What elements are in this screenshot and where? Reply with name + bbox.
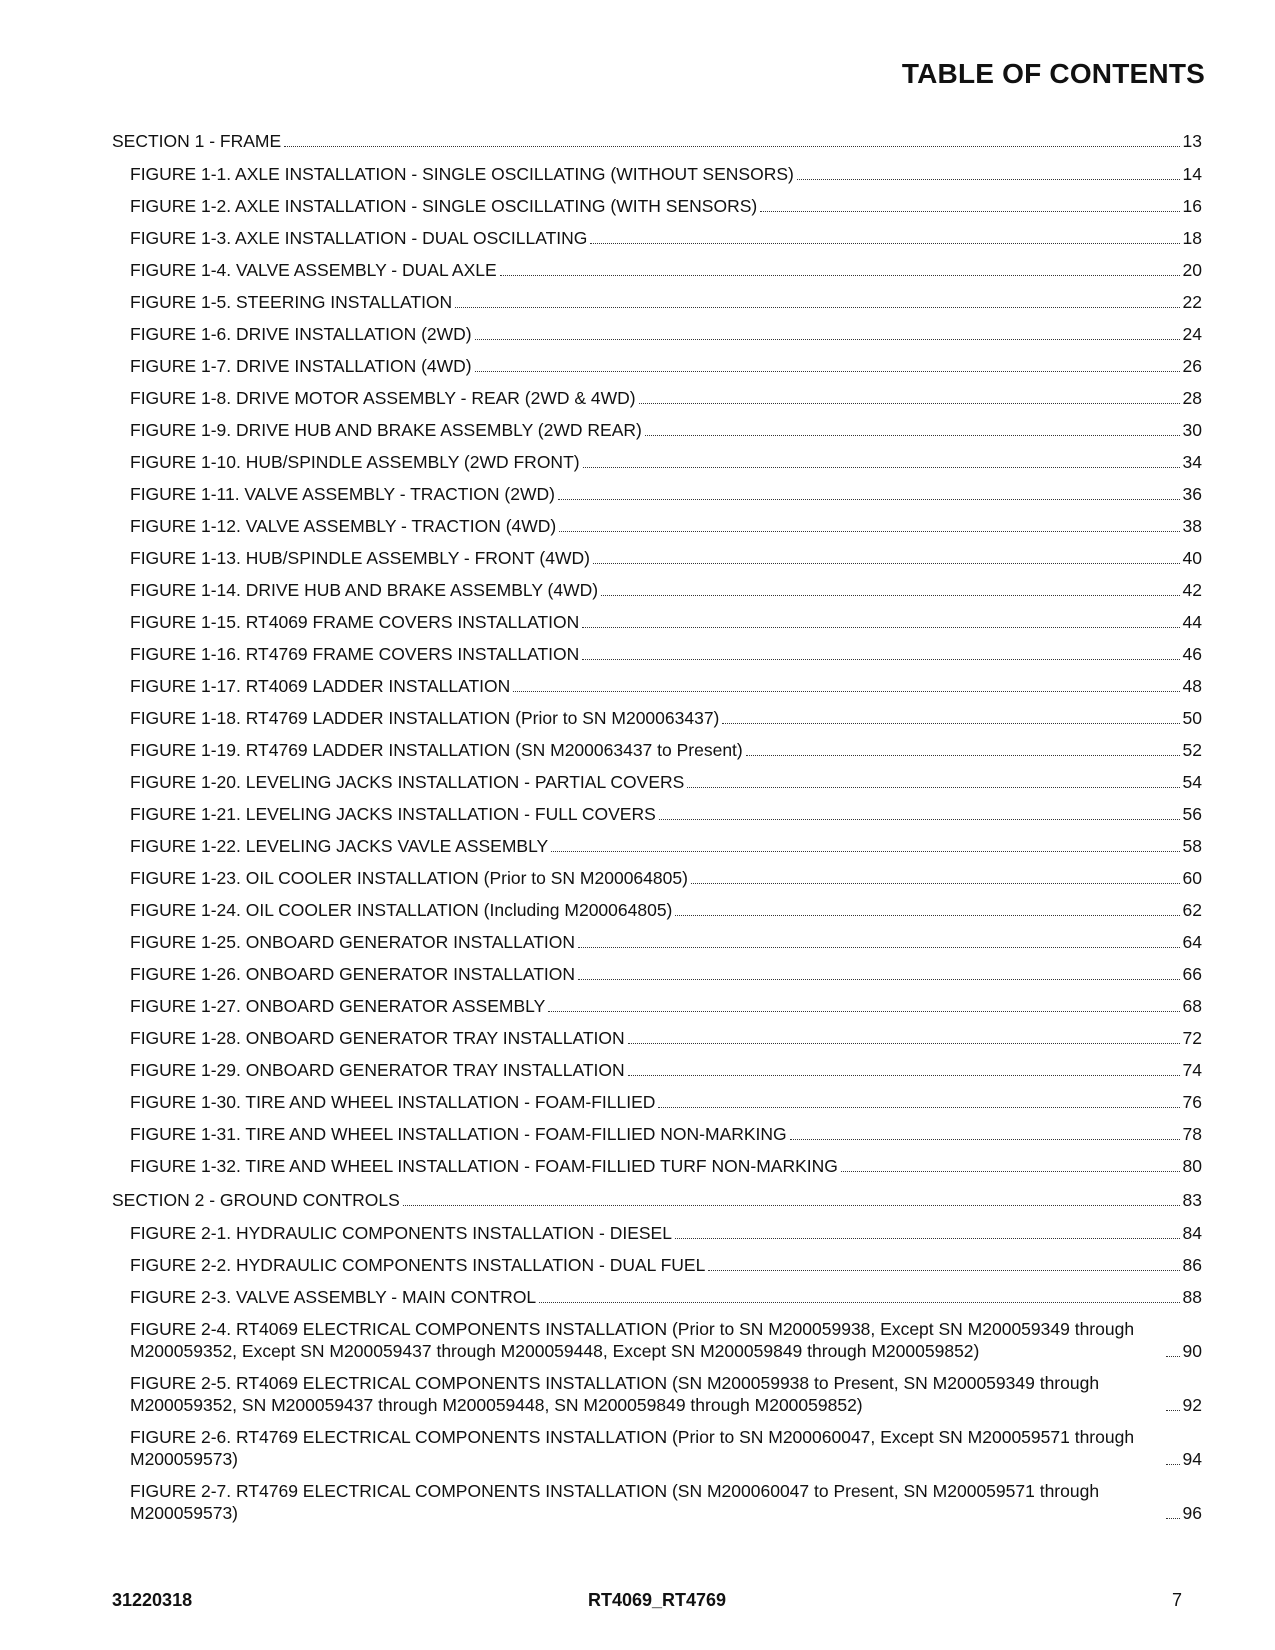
toc-figure-entry[interactable] <box>112 483 1202 505</box>
toc-entry-page: 36 <box>1182 484 1202 504</box>
toc-figure-entry[interactable] <box>112 323 1202 345</box>
toc-entry-title: SECTION 1 - FRAME <box>112 131 282 151</box>
toc-entry-page: 78 <box>1182 1124 1202 1144</box>
toc-dot-leader <box>558 499 1180 500</box>
toc-dot-leader <box>500 275 1180 276</box>
toc-figure-entry[interactable] <box>112 259 1202 281</box>
toc-entry-page: 86 <box>1182 1255 1202 1275</box>
toc-dot-leader <box>659 819 1180 820</box>
toc-entry-title: FIGURE 1-6. DRIVE INSTALLATION (2WD) <box>130 324 472 344</box>
toc-entry-page: 60 <box>1182 868 1202 888</box>
toc-entry-title: FIGURE 2-6. RT4769 ELECTRICAL COMPONENTS INSTALLATION (Prior to SN M200060047, Except SN M200059571 through M200059573) <box>130 1427 1135 1469</box>
toc-dot-leader <box>687 787 1179 788</box>
toc-entry-title: FIGURE 1-10. HUB/SPINDLE ASSEMBLY (2WD FRONT) <box>130 452 580 472</box>
toc-entry-page: 28 <box>1182 388 1202 408</box>
toc-dot-leader <box>559 531 1179 532</box>
toc-entry-title: FIGURE 1-28. ONBOARD GENERATOR TRAY INSTALLATION <box>130 1028 625 1048</box>
toc-dot-leader <box>601 595 1179 596</box>
toc-dot-leader <box>548 1011 1179 1012</box>
toc-figure-entry[interactable] <box>112 579 1202 601</box>
toc-entry-page: 38 <box>1182 516 1202 536</box>
toc-entry-title: FIGURE 2-4. RT4069 ELECTRICAL COMPONENTS INSTALLATION (Prior to SN M200059938, Except SN M200059349 through M200059352, Except SN M200059437 through M200059448, Except SN M200059849 through M200059852) <box>130 1319 1135 1361</box>
toc-figure-entry[interactable] <box>112 995 1202 1017</box>
toc-entry-page: 26 <box>1182 356 1202 376</box>
toc-dot-leader <box>590 243 1179 244</box>
toc-dot-leader <box>841 1171 1180 1172</box>
toc-entry-page: 80 <box>1182 1156 1202 1176</box>
toc-figure-entry[interactable] <box>112 387 1202 409</box>
toc-dot-leader <box>551 851 1179 852</box>
toc-figure-entry[interactable] <box>112 899 1202 921</box>
toc-entry-title: SECTION 2 - GROUND CONTROLS <box>112 1190 400 1210</box>
toc-dot-leader <box>582 659 1179 660</box>
toc-figure-entry[interactable] <box>112 163 1202 185</box>
toc-entry-page: 92 <box>1182 1395 1202 1415</box>
toc-entry-page: 48 <box>1182 676 1202 696</box>
toc-entry-title: FIGURE 1-24. OIL COOLER INSTALLATION (Including M200064805) <box>130 900 673 920</box>
footer-page-number: 7 <box>1171 1590 1182 1610</box>
toc-entry-page: 68 <box>1182 996 1202 1016</box>
toc-dot-leader <box>746 755 1180 756</box>
toc-entry-title: FIGURE 1-2. AXLE INSTALLATION - SINGLE OSCILLATING (WITH SENSORS) <box>130 196 758 216</box>
toc-entry-title: FIGURE 1-11. VALVE ASSEMBLY - TRACTION (2WD) <box>130 484 555 504</box>
toc-entry-page: 30 <box>1182 420 1202 440</box>
toc-entry-title: FIGURE 1-5. STEERING INSTALLATION <box>130 292 453 312</box>
toc-entry-page: 96 <box>1182 1503 1202 1523</box>
toc-figure-entry[interactable] <box>112 451 1202 473</box>
toc-entry-title: FIGURE 1-8. DRIVE MOTOR ASSEMBLY - REAR (2WD & 4WD) <box>130 388 636 408</box>
toc-entry-title: FIGURE 1-30. TIRE AND WHEEL INSTALLATION - FOAM-FILLIED <box>130 1092 656 1112</box>
toc-entry-title: FIGURE 1-13. HUB/SPINDLE ASSEMBLY - FRONT (4WD) <box>130 548 590 568</box>
toc-figure-entry[interactable] <box>112 707 1202 729</box>
toc-entry-page: 90 <box>1182 1341 1202 1361</box>
toc-entry-title: FIGURE 1-27. ONBOARD GENERATOR ASSEMBLY <box>130 996 546 1016</box>
toc-dot-leader <box>628 1043 1180 1044</box>
toc-entry-page: 44 <box>1182 612 1202 632</box>
toc-entry-page: 83 <box>1182 1190 1202 1210</box>
toc-entry-title: FIGURE 1-25. ONBOARD GENERATOR INSTALLATION <box>130 932 576 952</box>
footer-doc-number: 31220318 <box>112 1590 193 1610</box>
toc-entry-title: FIGURE 1-31. TIRE AND WHEEL INSTALLATION - FOAM-FILLIED NON-MARKING <box>130 1124 787 1144</box>
toc-dot-leader <box>797 179 1180 180</box>
toc-entry-title: FIGURE 1-4. VALVE ASSEMBLY - DUAL AXLE <box>130 260 497 280</box>
toc-figure-entry[interactable] <box>112 803 1202 825</box>
toc-entry-title: FIGURE 1-15. RT4069 FRAME COVERS INSTALLATION <box>130 612 580 632</box>
toc-figure-entry[interactable] <box>112 1426 1202 1470</box>
toc-entry-page: 88 <box>1182 1287 1202 1307</box>
toc-entry-title: FIGURE 1-32. TIRE AND WHEEL INSTALLATION - FOAM-FILLIED TURF NON-MARKING <box>130 1156 838 1176</box>
toc-figure-entry[interactable] <box>112 1027 1202 1049</box>
toc-entry-title: FIGURE 2-7. RT4769 ELECTRICAL COMPONENTS INSTALLATION (SN M200060047 to Present, SN M200059571 through M200059573) <box>130 1481 1100 1523</box>
toc-figure-entry[interactable] <box>112 227 1202 249</box>
toc-dot-leader <box>403 1205 1180 1206</box>
toc-entry-page: 14 <box>1182 164 1202 184</box>
toc-entry-title: FIGURE 1-29. ONBOARD GENERATOR TRAY INSTALLATION <box>130 1060 625 1080</box>
toc-entry-page: 62 <box>1182 900 1202 920</box>
toc-figure-entry[interactable] <box>112 867 1202 889</box>
toc-entry-title: FIGURE 1-19. RT4769 LADDER INSTALLATION (SN M200063437 to Present) <box>130 740 743 760</box>
toc-dot-leader <box>760 211 1179 212</box>
page-footer <box>112 1590 1202 1614</box>
toc-entry-page: 46 <box>1182 644 1202 664</box>
toc-figure-entry[interactable] <box>112 1091 1202 1113</box>
toc-entry-page: 94 <box>1182 1449 1202 1469</box>
toc-entry-page: 58 <box>1182 836 1202 856</box>
toc-dot-leader <box>1166 1356 1180 1357</box>
toc-entry-title: FIGURE 2-5. RT4069 ELECTRICAL COMPONENTS INSTALLATION (SN M200059938 to Present, SN M200059349 through M200059352, SN M200059437 through M200059448, SN M200059849 through M200059852) <box>130 1373 1100 1415</box>
toc-figure-entry[interactable] <box>112 771 1202 793</box>
toc-dot-leader <box>675 1238 1180 1239</box>
toc-entry-page: 54 <box>1182 772 1202 792</box>
toc-entry-title: FIGURE 2-2. HYDRAULIC COMPONENTS INSTALLATION - DUAL FUEL <box>130 1255 706 1275</box>
toc-entry-page: 84 <box>1182 1223 1202 1243</box>
toc-entry-page: 13 <box>1182 131 1202 151</box>
toc-dot-leader <box>593 563 1180 564</box>
toc-entry-page: 56 <box>1182 804 1202 824</box>
toc-dot-leader <box>475 339 1180 340</box>
toc-dot-leader <box>475 371 1180 372</box>
toc-entry-title: FIGURE 1-26. ONBOARD GENERATOR INSTALLATION <box>130 964 576 984</box>
footer-model: RT4069_RT4769 <box>587 1590 727 1610</box>
toc-figure-entry[interactable] <box>112 1155 1202 1177</box>
toc-figure-entry[interactable] <box>112 963 1202 985</box>
toc-entry-page: 34 <box>1182 452 1202 472</box>
toc-entry-title: FIGURE 1-12. VALVE ASSEMBLY - TRACTION (4WD) <box>130 516 557 536</box>
toc-figure-entry[interactable] <box>112 419 1202 441</box>
toc-entry-title: FIGURE 1-22. LEVELING JACKS VAVLE ASSEMBLY <box>130 836 549 856</box>
toc-figure-entry[interactable] <box>112 1318 1202 1362</box>
toc-entry-title: FIGURE 1-20. LEVELING JACKS INSTALLATION - PARTIAL COVERS <box>130 772 685 792</box>
toc-figure-entry[interactable] <box>112 195 1202 217</box>
toc-dot-leader <box>628 1075 1180 1076</box>
toc-dot-leader <box>639 403 1180 404</box>
toc-entry-page: 74 <box>1182 1060 1202 1080</box>
toc-dot-leader <box>722 723 1179 724</box>
toc-entry-title: FIGURE 1-3. AXLE INSTALLATION - DUAL OSCILLATING <box>130 228 588 248</box>
toc-figure-entry[interactable] <box>112 739 1202 761</box>
toc-dot-leader <box>578 979 1179 980</box>
toc-entry-page: 16 <box>1182 196 1202 216</box>
toc-entry-title: FIGURE 1-21. LEVELING JACKS INSTALLATION - FULL COVERS <box>130 804 656 824</box>
toc-dot-leader <box>790 1139 1180 1140</box>
toc-dot-leader <box>658 1107 1179 1108</box>
toc-entry-page: 72 <box>1182 1028 1202 1048</box>
toc-dot-leader <box>583 467 1180 468</box>
toc-entry-title: FIGURE 1-18. RT4769 LADDER INSTALLATION (Prior to SN M200063437) <box>130 708 720 728</box>
toc-entry-title: FIGURE 1-14. DRIVE HUB AND BRAKE ASSEMBLY (4WD) <box>130 580 599 600</box>
toc-figure-entry[interactable] <box>112 1123 1202 1145</box>
toc-figure-entry[interactable] <box>112 1222 1202 1244</box>
toc-figure-entry[interactable] <box>112 643 1202 665</box>
toc-section-entry[interactable] <box>112 1189 1202 1211</box>
toc-entry-page: 64 <box>1182 932 1202 952</box>
toc-entry-title: FIGURE 1-16. RT4769 FRAME COVERS INSTALLATION <box>130 644 580 664</box>
toc-figure-entry[interactable] <box>112 1254 1202 1276</box>
toc-entry-title: FIGURE 1-1. AXLE INSTALLATION - SINGLE OSCILLATING (WITHOUT SENSORS) <box>130 164 794 184</box>
toc-dot-leader <box>645 435 1180 436</box>
toc-entry-page: 76 <box>1182 1092 1202 1112</box>
toc-dot-leader <box>539 1302 1179 1303</box>
toc-entry-title: FIGURE 1-9. DRIVE HUB AND BRAKE ASSEMBLY (2WD REAR) <box>130 420 642 440</box>
toc-figure-entry[interactable] <box>112 1480 1202 1524</box>
toc-figure-entry[interactable] <box>112 1286 1202 1308</box>
toc-dot-leader <box>455 307 1179 308</box>
toc-dot-leader <box>691 883 1180 884</box>
toc-figure-entry[interactable] <box>112 355 1202 377</box>
toc-figure-entry[interactable] <box>112 931 1202 953</box>
page-title: TABLE OF CONTENTS <box>901 58 1205 89</box>
toc-figure-entry[interactable] <box>112 835 1202 857</box>
toc-figure-entry[interactable] <box>112 515 1202 537</box>
toc-dot-leader <box>1166 1464 1180 1465</box>
toc-entry-page: 24 <box>1182 324 1202 344</box>
toc-figure-entry[interactable] <box>112 291 1202 313</box>
toc-figure-entry[interactable] <box>112 611 1202 633</box>
toc-dot-leader <box>1166 1410 1180 1411</box>
toc-entry-page: 22 <box>1182 292 1202 312</box>
toc-entry-page: 42 <box>1182 580 1202 600</box>
toc-dot-leader <box>284 146 1179 147</box>
toc-figure-entry[interactable] <box>112 675 1202 697</box>
toc-dot-leader <box>578 947 1179 948</box>
toc-dot-leader <box>513 691 1179 692</box>
toc-entry-page: 50 <box>1182 708 1202 728</box>
toc-figure-entry[interactable] <box>112 547 1202 569</box>
toc-entry-page: 18 <box>1182 228 1202 248</box>
toc-entry-page: 20 <box>1182 260 1202 280</box>
toc-entry-title: FIGURE 2-3. VALVE ASSEMBLY - MAIN CONTROL <box>130 1287 537 1307</box>
toc-entry-page: 40 <box>1182 548 1202 568</box>
toc-entry-title: FIGURE 2-1. HYDRAULIC COMPONENTS INSTALLATION - DIESEL <box>130 1223 672 1243</box>
toc-dot-leader <box>675 915 1179 916</box>
toc-entry-title: FIGURE 1-7. DRIVE INSTALLATION (4WD) <box>130 356 472 376</box>
toc-entry-title: FIGURE 1-17. RT4069 LADDER INSTALLATION <box>130 676 511 696</box>
table-of-contents <box>112 130 1202 1534</box>
toc-entry-page: 66 <box>1182 964 1202 984</box>
toc-figure-entry[interactable] <box>112 1372 1202 1416</box>
toc-section-entry[interactable] <box>112 130 1202 152</box>
toc-entry-page: 52 <box>1182 740 1202 760</box>
toc-dot-leader <box>708 1270 1179 1271</box>
toc-figure-entry[interactable] <box>112 1059 1202 1081</box>
toc-entry-title: FIGURE 1-23. OIL COOLER INSTALLATION (Prior to SN M200064805) <box>130 868 688 888</box>
toc-dot-leader <box>1166 1518 1180 1519</box>
toc-dot-leader <box>582 627 1179 628</box>
